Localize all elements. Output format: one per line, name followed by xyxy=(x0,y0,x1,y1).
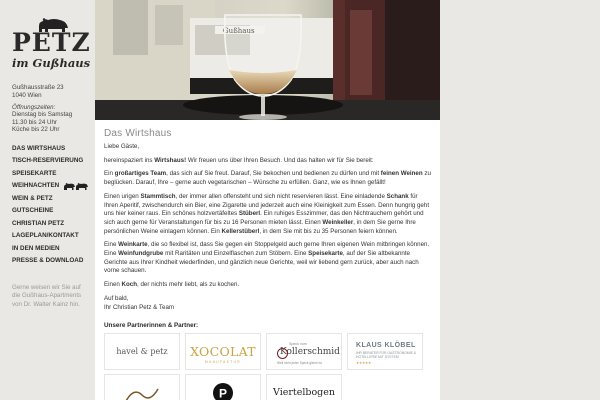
partner-p-icon xyxy=(212,382,234,400)
cook-paragraph xyxy=(104,281,431,290)
menu-paragraph xyxy=(104,241,431,276)
nav-item-weihnachten[interactable] xyxy=(12,180,90,193)
partner-name: KLAUS KLÖBEL xyxy=(356,342,416,350)
main-nav xyxy=(12,143,90,268)
text-run: , die so flexibel ist, dass Sie gegen ein Stoppelgeld auch gerne Ihren eigenen Wein mitbringen können. Eine xyxy=(104,241,430,258)
text-bold: Koch xyxy=(121,281,138,289)
partner-klaus-kloebel[interactable] xyxy=(347,333,423,370)
partner-subtitle: IHR BERATER FÜR GASTRONOMIE & HOTELLERIE MIT SYSTEM xyxy=(356,351,417,360)
nav-item-christian-petz[interactable]: CHRISTIAN PETZ xyxy=(12,219,65,227)
partners-heading: Unsere Partnerinnen & Partner: xyxy=(104,322,199,330)
text-run: Einen urigen xyxy=(104,192,141,200)
team-paragraph xyxy=(104,170,431,187)
text-bold: Speisekarte xyxy=(308,250,343,258)
text-run: , das sich auf Sie freut. Darauf, Sie bekochen und bedienen zu dürfen und mit xyxy=(166,170,381,178)
text-run: zu beglücken. Darauf, Ihre – gerne auch vegetarischen – Wünsche zu erfüllen. Ganz, wie es Ihnen gefällt! xyxy=(104,170,431,187)
partner-name: havel & petz xyxy=(116,347,168,357)
text-bold: Wirtshaus! xyxy=(154,156,187,164)
partner-mark-icon xyxy=(122,383,162,400)
svg-text:P: P xyxy=(219,386,228,400)
nav-item-in-den-medien[interactable]: IN DEN MEDIEN xyxy=(12,244,60,252)
text-run: hereinspaziert ins xyxy=(104,156,155,164)
opening-hours-line: Küche bis 22 Uhr xyxy=(12,126,60,134)
nav-item-label: WEIHNACHTEN xyxy=(12,182,60,190)
partner-name: Kollerschmid xyxy=(280,346,340,357)
opening-hours-line: 11.30 bis 24 Uhr xyxy=(12,118,57,126)
address-street: Gußhausstraße 23 xyxy=(12,84,64,91)
text-bold: Stammtisch xyxy=(140,192,176,200)
partner-name: XOCOLAT xyxy=(190,344,256,360)
partner-viertelbogen[interactable] xyxy=(266,374,342,400)
text-run: für Ihren Aperitif, zwischendurch ein Bier, eine Zigarette und jederzeit auch eine Kleinigkeit zum Essen. Denn hungrig geht uns hier keiner raus. Ein schönes holzvertäfeltes xyxy=(104,192,430,218)
address xyxy=(12,84,95,100)
hero-image xyxy=(95,0,440,120)
text-bold: Weinfundgrube xyxy=(118,250,164,258)
logo-title: PETZ xyxy=(12,28,91,57)
text-bold: Schank xyxy=(386,192,409,200)
text-bold: Weinkarte xyxy=(118,241,148,249)
closing-signature: Ihr Christian Petz & Team xyxy=(104,303,175,311)
seal-icon xyxy=(277,348,288,359)
partner-havel-petz[interactable] xyxy=(104,333,180,370)
text-run: , in dem Sie mit bis zu 35 Personen feiern können. xyxy=(259,227,398,235)
logo-subtitle: im Gußhaus xyxy=(12,56,91,70)
partner-subtitle: Weil nicht jeder Speck gleich ist xyxy=(277,361,322,366)
right-margin xyxy=(440,0,600,400)
text-run: , auf der Sie altbekannte Gerichte aus Ihrer Kindheit wiederfinden, und gänzlich neue Gerichte, weil wir liebend gern zurück, aber auch nach vorne schauen. xyxy=(104,250,419,275)
closing-line: Auf bald, xyxy=(104,294,129,302)
rooms-paragraph xyxy=(104,193,431,237)
sidebar xyxy=(0,0,95,400)
text-run: , in dem Sie gerne Ihre persönlichen Weine einlagern können. Ein xyxy=(104,218,416,235)
nav-item-wein-petz[interactable]: WEIN & PETZ xyxy=(12,194,53,202)
text-run: , der nichts mehr liebt, als zu kochen. xyxy=(137,281,240,289)
text-bold: Stüberl xyxy=(238,210,261,218)
greeting: Liebe Gäste, xyxy=(104,143,140,150)
wine-glass-photo xyxy=(95,0,440,120)
nav-item-das-wirtshaus[interactable]: DAS WIRTSHAUS xyxy=(12,144,66,152)
page-title: Das Wirtshaus xyxy=(104,128,172,139)
nav-item-tisch-reservierung[interactable]: TISCH-RESERVIERUNG xyxy=(12,157,84,165)
text-run: Eine xyxy=(104,241,119,249)
nav-item-speisekarte[interactable]: SPEISEKARTE xyxy=(12,169,57,177)
partner-logos xyxy=(104,333,431,400)
nav-item-presse-download[interactable]: PRESSE & DOWNLOAD xyxy=(12,257,84,265)
closing xyxy=(104,295,431,312)
intro-paragraph xyxy=(104,157,431,166)
site-logo[interactable] xyxy=(12,0,95,78)
opening-hours xyxy=(12,104,95,134)
text-bold: Weinkeller xyxy=(322,218,354,226)
nav-item-lageplan-kontakt[interactable]: LAGEPLAN/KONTAKT xyxy=(12,232,79,240)
partner-kollerschmid[interactable] xyxy=(266,333,342,370)
partner-name: Viertelbogen xyxy=(273,387,335,399)
nav-item-gutscheine[interactable]: GUTSCHEINE xyxy=(12,207,54,215)
text-run: , der immer allen offensteht und sich nicht reservieren lässt. Eine einladende xyxy=(175,192,387,200)
partner-kicker: Speck vom xyxy=(289,342,307,347)
partner-logo[interactable] xyxy=(104,374,180,400)
text-bold: Kellerstüberl xyxy=(221,227,260,235)
partner-subtitle: MANUFAKTUR xyxy=(205,360,241,365)
apartments-link[interactable]: Gerne weisen wir Sie auf die Gußhaus-Apartments von Dr. Walter Kainz hin. xyxy=(12,283,82,308)
sign-text: Gußhaus xyxy=(223,27,255,35)
text-bold: feinen Weinen xyxy=(380,170,423,178)
partner-logo[interactable] xyxy=(185,374,261,400)
main-content xyxy=(95,120,440,400)
partner-xocolat[interactable] xyxy=(185,333,261,370)
opening-hours-title: Öffnungszeiten: xyxy=(12,104,56,111)
text-run: Einen xyxy=(104,281,122,289)
text-run: Wir freuen uns über Ihren Besuch. Und das halten wir für Sie bereit: xyxy=(186,156,374,164)
text-run: Ein xyxy=(104,170,115,178)
bears-icon xyxy=(63,182,89,191)
address-city: 1040 Wien xyxy=(12,92,42,99)
text-bold: großartiges Team xyxy=(114,170,167,178)
rating-stars: ★★★★★ xyxy=(356,361,372,366)
text-run: . Ein ruhiges Esszimmer, das den Nichtrauchern gehört und sich auch gerne für Veranstaltungen für bis zu 16 Personen mieten lässt. Einen xyxy=(104,210,424,226)
opening-hours-line: Dienstag bis Samstag xyxy=(12,111,73,119)
text-run: mit Raritäten und Einzelflaschen zum Stöbern. Eine xyxy=(163,250,309,258)
